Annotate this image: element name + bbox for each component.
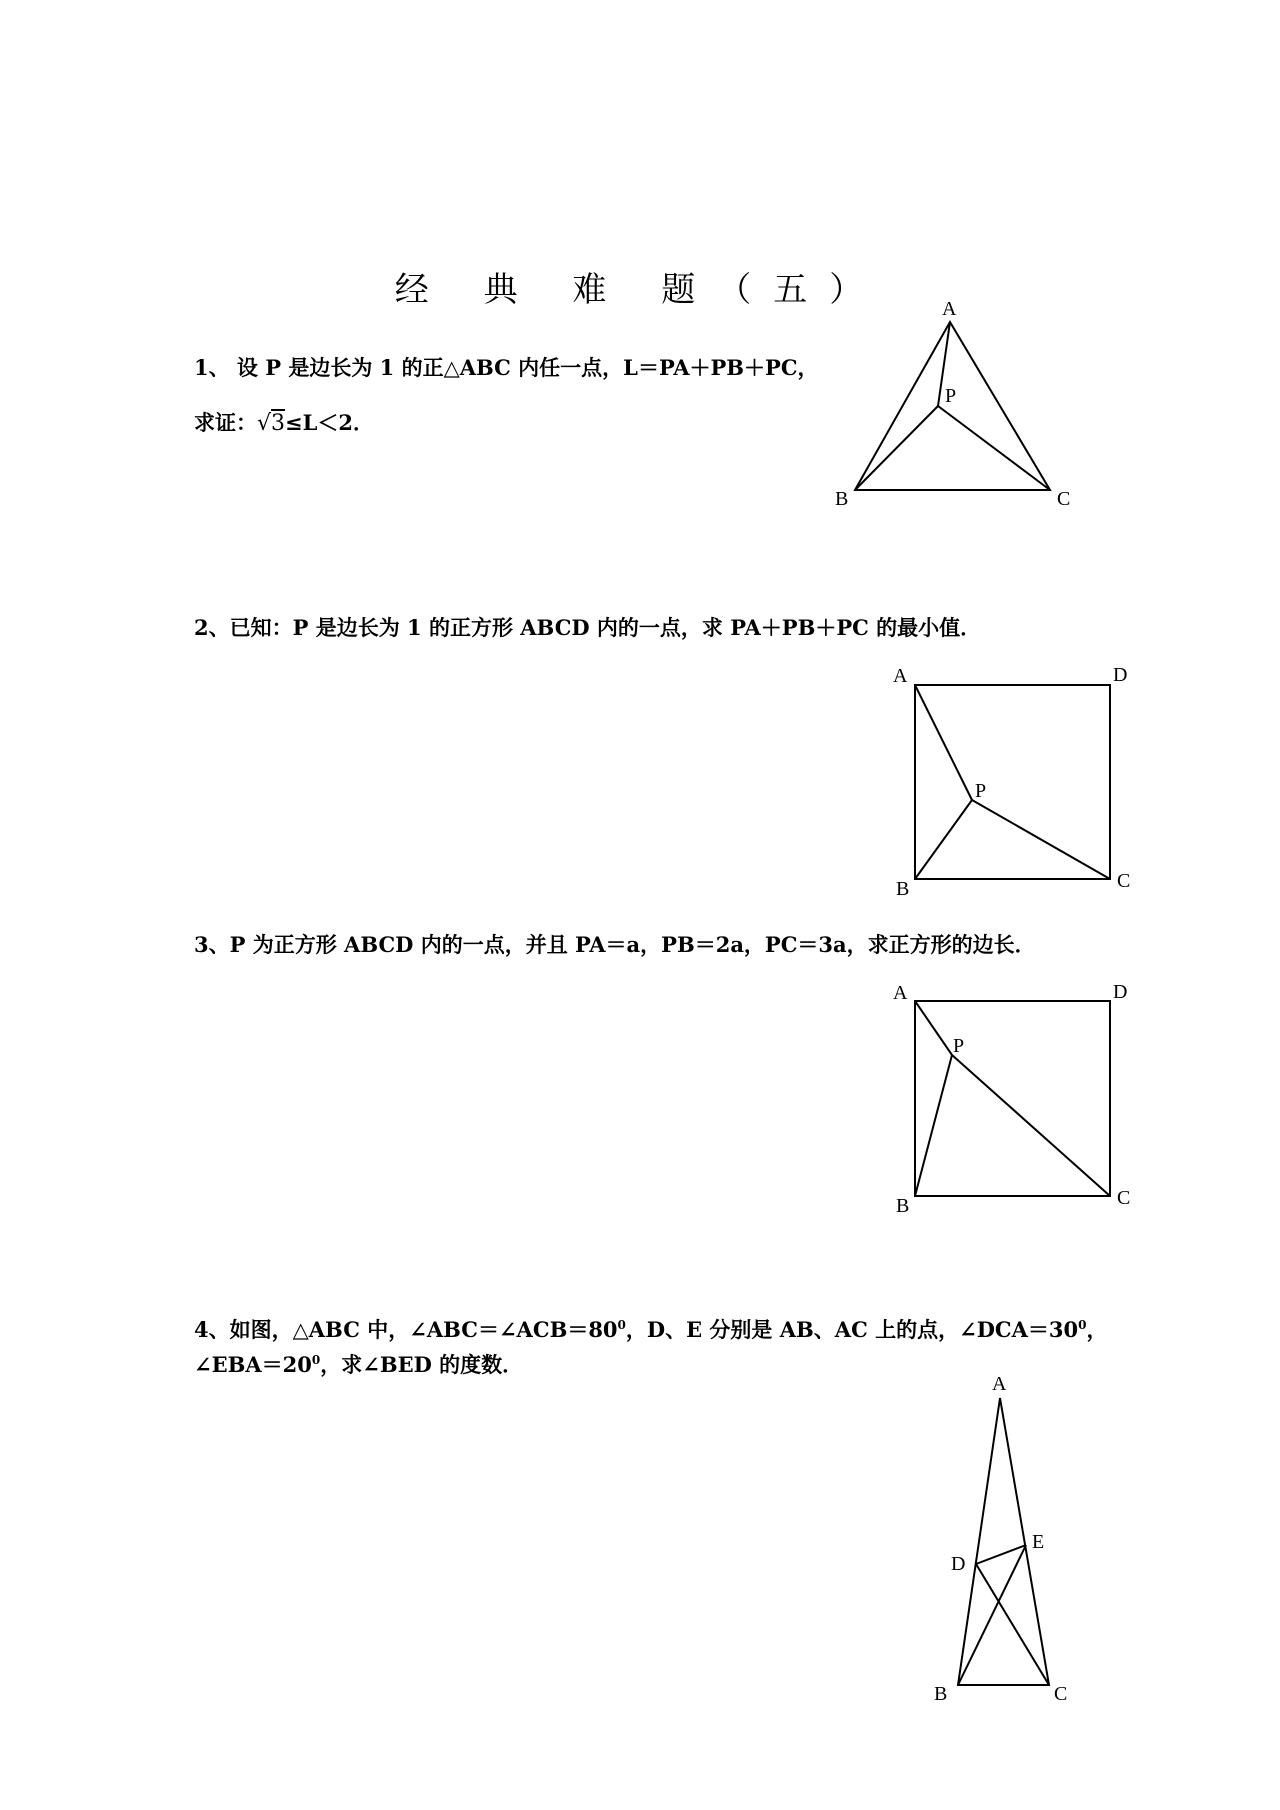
label-d: D [1113, 981, 1128, 1003]
problem-4-line1-b: ，D、E 分别是 AB、AC 上的点，∠DCA＝30 [625, 1317, 1079, 1342]
label-b: B [835, 488, 849, 510]
label-b: B [896, 878, 910, 900]
problem-1-statement: 1、 设 P 是边长为 1 的正△ABC 内任一点，L＝PA＋PB＋PC， [194, 355, 819, 380]
label-p: P [953, 1035, 965, 1057]
label-c: C [1117, 870, 1131, 892]
label-b: B [896, 1195, 910, 1217]
label-c: C [1057, 488, 1071, 510]
label-a: A [942, 298, 957, 320]
problem-4-line1-c: ， [1086, 1317, 1108, 1342]
sqrt-symbol: √ [257, 411, 272, 436]
degree-mark: 0 [617, 1318, 626, 1332]
label-d: D [951, 1553, 966, 1575]
problem-1-prove-prefix: 求证： [194, 410, 257, 435]
problem-3-statement: 3、P 为正方形 ABCD 内的一点，并且 PA＝a，PB＝2a，PC＝3a，求正方形的边长． [194, 932, 1036, 957]
degree-mark: 0 [1078, 1318, 1087, 1332]
problem-4-line1-a: 4、如图，△ABC 中，∠ABC＝∠ACB＝80 [194, 1317, 618, 1342]
page-title: 经 典 难 题（五） [394, 270, 886, 310]
sqrt-argument: 3 [271, 411, 286, 436]
degree-mark: 0 [311, 1353, 321, 1367]
label-b: B [934, 1683, 948, 1705]
problem-1-prove-suffix: ≤L＜2． [285, 410, 375, 435]
label-d: D [1113, 664, 1128, 686]
label-a: A [893, 982, 908, 1004]
label-e: E [1032, 1531, 1045, 1553]
problem-2-statement: 2、已知：P 是边长为 1 的正方形 ABCD 内的一点，求 PA＋PB＋PC 的最小值． [194, 615, 982, 640]
problem-4-line2-b: ，求∠BED 的度数． [320, 1352, 524, 1377]
label-p: P [945, 385, 957, 407]
problem-4-line2-a: ∠EBA＝20 [194, 1352, 312, 1377]
label-a: A [992, 1373, 1007, 1395]
label-c: C [1117, 1187, 1131, 1209]
label-a: A [893, 665, 908, 687]
label-p: P [975, 780, 987, 802]
label-c: C [1054, 1683, 1068, 1705]
